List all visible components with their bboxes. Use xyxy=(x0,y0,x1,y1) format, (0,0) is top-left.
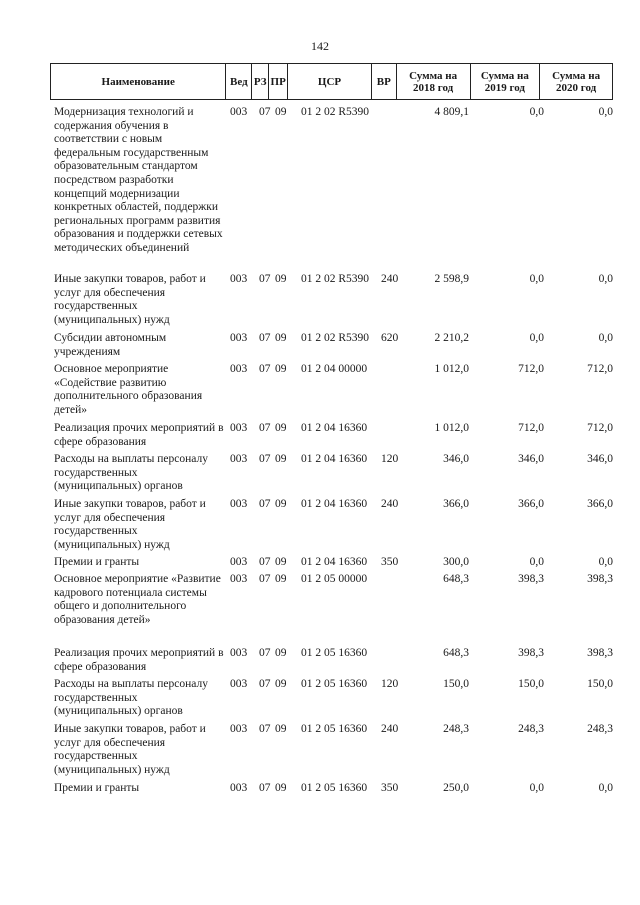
row-name: Иные закупки товаров, работ и услуг для обеспечения государственных (муниципальных) нужд xyxy=(54,723,206,776)
header-sum-2019: Сумма на 2019 год xyxy=(471,64,541,99)
row-pr: 09 xyxy=(275,647,287,659)
row-sum-2018: 150,0 xyxy=(443,678,469,690)
row-pr: 09 xyxy=(275,723,287,735)
row-sum-2019: 150,0 xyxy=(518,678,544,690)
row-name: Премии и гранты xyxy=(54,556,140,568)
row-vr: 620 xyxy=(381,332,399,344)
row-name: Реализация прочих мероприятий в сфере образования xyxy=(54,647,224,673)
header-csr: ЦСР xyxy=(288,64,372,99)
row-rz: 07 xyxy=(259,363,271,375)
row-sum-2018: 1 012,0 xyxy=(434,422,469,434)
row-sum-2019: 0,0 xyxy=(529,332,544,344)
row-rz: 07 xyxy=(259,723,271,735)
table-header xyxy=(50,63,613,100)
header-ved: Вед xyxy=(226,64,252,99)
row-name: Субсидии автономным учреждениям xyxy=(54,332,167,358)
row-ved: 003 xyxy=(230,273,248,285)
row-rz: 07 xyxy=(259,453,271,465)
row-ved: 003 xyxy=(230,556,248,568)
row-rz: 07 xyxy=(259,273,271,285)
header-vr: ВР xyxy=(372,64,397,99)
row-ved: 003 xyxy=(230,332,248,344)
row-sum-2019: 0,0 xyxy=(529,273,544,285)
row-name: Расходы на выплаты персоналу государственных (муниципальных) органов xyxy=(54,453,208,493)
row-rz: 07 xyxy=(259,678,271,690)
header-sum-2018: Сумма на 2018 год xyxy=(397,64,471,99)
row-sum-2020: 0,0 xyxy=(598,332,613,344)
row-sum-2019: 398,3 xyxy=(518,647,544,659)
row-sum-2019: 366,0 xyxy=(518,498,544,510)
row-sum-2018: 346,0 xyxy=(443,453,469,465)
row-sum-2019: 712,0 xyxy=(518,363,544,375)
row-vr: 240 xyxy=(381,498,399,510)
row-name: Основное мероприятие «Развитие кадрового потенциала системы общего и дополнительного образования детей» xyxy=(54,573,221,626)
row-sum-2020: 712,0 xyxy=(587,422,613,434)
row-pr: 09 xyxy=(275,273,287,285)
row-ved: 003 xyxy=(230,422,248,434)
row-pr: 09 xyxy=(275,782,287,794)
row-rz: 07 xyxy=(259,422,271,434)
row-pr: 09 xyxy=(275,106,287,118)
row-csr: 01 2 04 00000 xyxy=(301,363,368,375)
row-ved: 003 xyxy=(230,453,248,465)
row-sum-2018: 248,3 xyxy=(443,723,469,735)
row-sum-2018: 250,0 xyxy=(443,782,469,794)
row-name: Модернизация технологий и содержания обучения в соответствии с новым федеральным государственным образовательным стандартом посредством разработки концепций модернизации конкретных областей, поддержки региональных программ развития образования и поддержки сетевых методических объединений xyxy=(54,106,223,254)
row-ved: 003 xyxy=(230,106,248,118)
row-sum-2019: 398,3 xyxy=(518,573,544,585)
row-sum-2018: 2 210,2 xyxy=(434,332,469,344)
row-sum-2018: 366,0 xyxy=(443,498,469,510)
row-sum-2020: 398,3 xyxy=(587,647,613,659)
row-rz: 07 xyxy=(259,647,271,659)
page-number: 142 xyxy=(311,39,329,53)
row-pr: 09 xyxy=(275,422,287,434)
row-vr: 120 xyxy=(381,678,399,690)
row-sum-2020: 398,3 xyxy=(587,573,613,585)
row-csr: 01 2 04 16360 xyxy=(301,556,368,568)
row-sum-2019: 248,3 xyxy=(518,723,544,735)
row-sum-2020: 0,0 xyxy=(598,782,613,794)
row-vr: 350 xyxy=(381,556,399,568)
row-sum-2019: 0,0 xyxy=(529,106,544,118)
row-pr: 09 xyxy=(275,498,287,510)
header-sum-2020: Сумма на 2020 год xyxy=(552,69,601,94)
row-name: Основное мероприятие «Содействие развитию дополнительного образования детей» xyxy=(54,363,203,416)
row-ved: 003 xyxy=(230,498,248,510)
row-name: Премии и гранты xyxy=(54,782,140,794)
row-sum-2019: 346,0 xyxy=(518,453,544,465)
row-sum-2018: 2 598,9 xyxy=(434,273,469,285)
row-ved: 003 xyxy=(230,573,248,585)
row-csr: 01 2 02 R5390 xyxy=(301,106,370,118)
row-pr: 09 xyxy=(275,363,287,375)
row-sum-2020: 346,0 xyxy=(587,453,613,465)
row-rz: 07 xyxy=(259,556,271,568)
row-ved: 003 xyxy=(230,363,248,375)
row-pr: 09 xyxy=(275,332,287,344)
row-vr: 120 xyxy=(381,453,399,465)
row-csr: 01 2 05 00000 xyxy=(301,573,368,585)
row-pr: 09 xyxy=(275,556,287,568)
row-rz: 07 xyxy=(259,332,271,344)
row-csr: 01 2 04 16360 xyxy=(301,453,368,465)
row-csr: 01 2 05 16360 xyxy=(301,782,368,794)
row-name: Расходы на выплаты персоналу государственных (муниципальных) органов xyxy=(54,678,208,718)
row-ved: 003 xyxy=(230,782,248,794)
row-name: Реализация прочих мероприятий в сфере образования xyxy=(54,422,224,448)
row-sum-2020: 150,0 xyxy=(587,678,613,690)
row-csr: 01 2 04 16360 xyxy=(301,498,368,510)
row-csr: 01 2 02 R5390 xyxy=(301,332,370,344)
row-pr: 09 xyxy=(275,573,287,585)
row-sum-2018: 648,3 xyxy=(443,647,469,659)
row-sum-2020: 0,0 xyxy=(598,556,613,568)
row-sum-2018: 1 012,0 xyxy=(434,363,469,375)
row-rz: 07 xyxy=(259,782,271,794)
row-sum-2020: 712,0 xyxy=(587,363,613,375)
row-name: Иные закупки товаров, работ и услуг для обеспечения государственных (муниципальных) нужд xyxy=(54,498,206,551)
row-vr: 240 xyxy=(381,273,399,285)
row-ved: 003 xyxy=(230,678,248,690)
row-csr: 01 2 05 16360 xyxy=(301,723,368,735)
row-vr: 350 xyxy=(381,782,399,794)
row-pr: 09 xyxy=(275,678,287,690)
row-csr: 01 2 05 16360 xyxy=(301,647,368,659)
row-csr: 01 2 04 16360 xyxy=(301,422,368,434)
row-csr: 01 2 02 R5390 xyxy=(301,273,370,285)
row-ved: 003 xyxy=(230,723,248,735)
row-sum-2020: 0,0 xyxy=(598,273,613,285)
row-sum-2018: 648,3 xyxy=(443,573,469,585)
header-name: Наименование xyxy=(51,64,226,99)
row-sum-2020: 366,0 xyxy=(587,498,613,510)
row-sum-2018: 4 809,1 xyxy=(434,106,469,118)
header-rz: РЗ xyxy=(252,64,269,99)
row-ved: 003 xyxy=(230,647,248,659)
row-sum-2019: 0,0 xyxy=(529,556,544,568)
row-csr: 01 2 05 16360 xyxy=(301,678,368,690)
row-rz: 07 xyxy=(259,498,271,510)
row-sum-2019: 712,0 xyxy=(518,422,544,434)
row-vr: 240 xyxy=(381,723,399,735)
row-name: Иные закупки товаров, работ и услуг для обеспечения государственных (муниципальных) нужд xyxy=(54,273,206,326)
row-rz: 07 xyxy=(259,573,271,585)
row-sum-2019: 0,0 xyxy=(529,782,544,794)
row-sum-2020: 248,3 xyxy=(587,723,613,735)
row-sum-2020: 0,0 xyxy=(598,106,613,118)
row-pr: 09 xyxy=(275,453,287,465)
row-rz: 07 xyxy=(259,106,271,118)
header-pr: ПР xyxy=(269,64,288,99)
row-sum-2018: 300,0 xyxy=(443,556,469,568)
